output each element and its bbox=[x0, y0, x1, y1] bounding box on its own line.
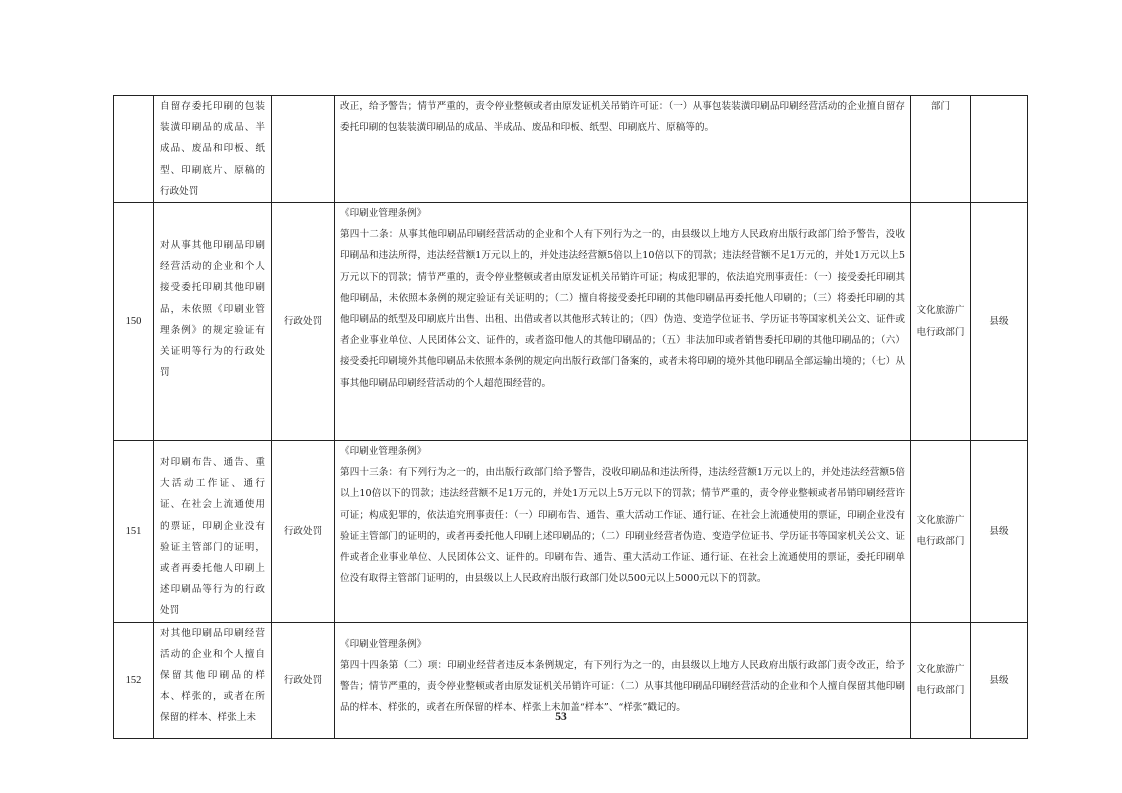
basis-text: 改正，给予警告；情节严重的，责令停业整顿或者由原发证机关吊销许可证：（一）从事包装装潢印刷品印刷经营活动的企业擅自留存委托印刷的包装装潢印刷品的成品、半成品、废品和印板、纸型、印刷底片、原稿等的。 bbox=[340, 101, 905, 134]
item-type: 行政处罚 bbox=[272, 441, 335, 623]
law-title: 《印刷业管理条例》 bbox=[340, 446, 427, 458]
legal-basis bbox=[335, 441, 911, 623]
item-type bbox=[272, 96, 335, 203]
basis-text: 第四十四条第（二）项：印刷业经营者违反本条例规定，有下列行为之一的，由县级以上地方人民政府出版行政部门责令改正，给予警告；情节严重的，责令停业整顿或者由原发证机关吊销许可证：（二）从事其他印刷品印刷经营活动的企业和个人擅自保留其他印刷品的样本、样张的，或者在所保留的样本、样张上未加盖“样本”、“样张”戳记的。 bbox=[340, 659, 905, 714]
law-title: 《印刷业管理条例》 bbox=[340, 208, 427, 220]
item-name: 对从事其他印刷品印刷经营活动的企业和个人接受委托印刷其他印刷品，未依照《印刷业管理条例》的规定验证有关证明等行为的行政处罚 bbox=[154, 203, 272, 441]
department: 文化旅游广电行政部门 bbox=[911, 203, 971, 441]
legal-basis bbox=[335, 96, 911, 203]
law-title: 《印刷业管理条例》 bbox=[340, 638, 427, 650]
table-row bbox=[114, 203, 1028, 441]
row-number: 150 bbox=[114, 203, 154, 441]
row-number bbox=[114, 96, 154, 203]
table-row bbox=[114, 96, 1028, 203]
legal-basis bbox=[335, 203, 911, 441]
level: 县级 bbox=[971, 203, 1028, 441]
department: 文化旅游广电行政部门 bbox=[911, 441, 971, 623]
item-type: 行政处罚 bbox=[272, 622, 335, 738]
item-name: 对其他印刷品印刷经营活动的企业和个人擅自保留其他印刷品的样本、样张的，或者在所保留的样本、样张上未 bbox=[154, 622, 272, 738]
row-number: 152 bbox=[114, 622, 154, 738]
department: 文化旅游广电行政部门 bbox=[911, 622, 971, 738]
basis-text: 第四十二条：从事其他印刷品印刷经营活动的企业和个人有下列行为之一的，由县级以上地方人民政府出版行政部门给予警告，没收印刷品和违法所得，违法经营额1万元以上的，并处违法经营额5倍以上10倍以下的罚款；违法经营额不足1万元的，并处1万元以上5万元以下的罚款；情节严重的，责令停业整顿或者由原发证机关吊销许可证；构成犯罪的，依法追究刑事责任：（一）接受委托印刷其他印刷品，未依照本条例的规定验证有关证明的；（二）擅自将接受委托印刷的其他印刷品再委托他人印刷的；（三）将委托印刷的其他印刷品的纸型及印刷底片出售、出租、出借或者以其他形式转让的；（四）伪造、变造学位证书、学历证书等国家机关公文、证件或者企业事业单位、人民团体公文、证件的，或者盗印他人的其他印刷品的；（五）非法加印或者销售委托印刷的其他印刷品的；（六）接受委托印刷境外其他印刷品未依照本条例的规定向出版行政部门备案的，或者未将印刷的境外其他印刷品全部运输出境的；（七）从事其他印刷品印刷经营活动的个人超范围经营的。 bbox=[340, 229, 905, 389]
basis-text: 第四十三条：有下列行为之一的，由出版行政部门给予警告，没收印刷品和违法所得，违法经营额1万元以上的，并处违法经营额5倍以上10倍以下的罚款；违法经营额不足1万元的，并处1万元以上5万元以下的罚款；情节严重的，责令停业整顿或者吊销印刷经营许可证；构成犯罪的，依法追究刑事责任：（一）印刷布告、通告、重大活动工作证、通行证、在社会上流通使用的票证，印刷企业没有验证主管部门的证明的，或者再委托他人印刷上述印刷品的；（二）印刷业经营者伪造、变造学位证书、学历证书等国家机关公文、证件或者企业事业单位、人民团体公文、证件的。印刷布告、通告、重大活动工作证、通行证、在社会上流通使用的票证，委托印刷单位没有取得主管部门证明的，由县级以上人民政府出版行政部门处以500元以上5000元以下的罚款。 bbox=[340, 467, 905, 585]
penalty-table bbox=[113, 95, 1028, 739]
level: 县级 bbox=[971, 622, 1028, 738]
row-number: 151 bbox=[114, 441, 154, 623]
level bbox=[971, 96, 1028, 203]
level: 县级 bbox=[971, 441, 1028, 623]
item-name: 自留存委托印刷的包装装潢印刷品的成品、半成品、废品和印板、纸型、印刷底片、原稿的行政处罚 bbox=[154, 96, 272, 203]
page-number: 53 bbox=[555, 711, 567, 723]
item-name: 对印刷布告、通告、重大活动工作证、通行证、在社会上流通使用的票证，印刷企业没有验证主管部门的证明，或者再委托他人印刷上述印刷品等行为的行政处罚 bbox=[154, 441, 272, 623]
item-type: 行政处罚 bbox=[272, 203, 335, 441]
department: 部门 bbox=[911, 96, 971, 203]
table-row bbox=[114, 441, 1028, 623]
